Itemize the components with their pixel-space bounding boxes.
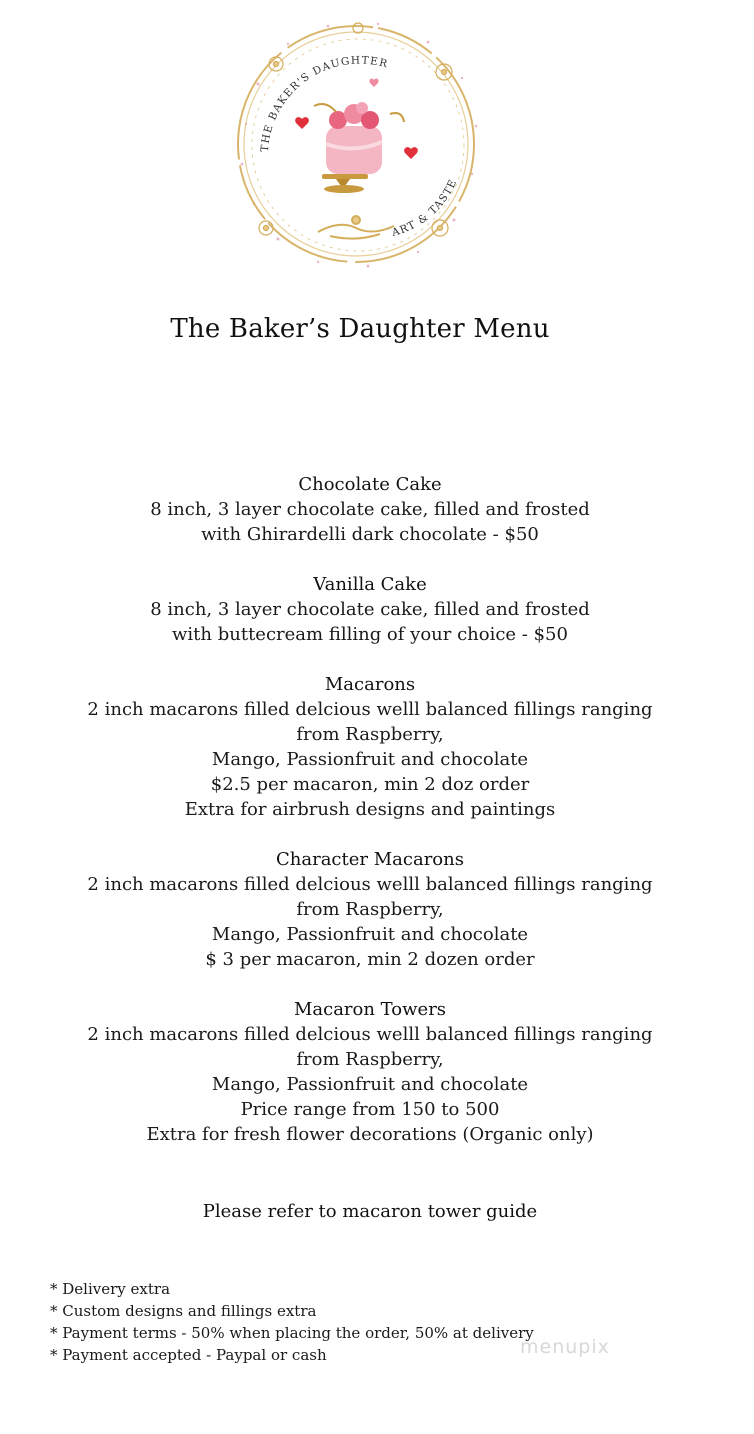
menu-item-description: with Ghirardelli dark chocolate - $50 <box>201 524 539 545</box>
menu-item <box>0 997 740 1147</box>
menu-item-description: with buttecream filling of your choice - $50 <box>172 624 568 645</box>
menu-item-description: Extra for airbrush designs and paintings <box>184 799 556 820</box>
menu-item-description: 8 inch, 3 layer chocolate cake, filled and frosted <box>150 599 590 620</box>
menu-list <box>0 472 740 1172</box>
menu-item-description: Mango, Passionfruit and chocolate <box>211 1074 529 1095</box>
macaron-tower-guide-note: Please refer to macaron tower guide <box>202 1201 538 1222</box>
footnote-delivery: * Delivery extra <box>50 1280 171 1298</box>
menu-item-description: Extra for fresh flower decorations (Organic only) <box>146 1124 594 1145</box>
menu-item-description: 8 inch, 3 layer chocolate cake, filled and frosted <box>150 499 590 520</box>
menu-item <box>0 847 740 972</box>
menu-item-name: Macarons <box>324 674 416 695</box>
menu-item-price: $2.5 per macaron, min 2 doz order <box>210 774 530 795</box>
menu-item-description: from Raspberry, <box>296 899 444 920</box>
menu-item <box>0 472 740 547</box>
footnote-payment-accepted: * Payment accepted - Paypal or cash <box>50 1346 327 1364</box>
menu-item-name: Vanilla Cake <box>313 574 427 595</box>
footnote-payment-terms: * Payment terms - 50% when placing the order, 50% at delivery <box>50 1324 534 1342</box>
footnote-custom-designs: * Custom designs and fillings extra <box>50 1302 317 1320</box>
logo-tagline: ART & TASTE <box>390 177 460 239</box>
menu-item-description: Mango, Passionfruit and chocolate <box>211 749 529 770</box>
footnotes <box>50 1278 534 1366</box>
menu-item-name: Character Macarons <box>276 849 464 870</box>
menu-item <box>0 572 740 647</box>
menu-item-description: from Raspberry, <box>296 724 444 745</box>
logo-brand-text: THE BAKER'S DAUGHTER <box>258 54 390 153</box>
menu-item-description: 2 inch macarons filled delcious welll balanced fillings ranging <box>87 1024 653 1045</box>
menu-item-description: 2 inch macarons filled delcious welll balanced fillings ranging <box>87 874 653 895</box>
watermark: menupix <box>520 1336 610 1358</box>
logo-wreath-graphic <box>218 14 494 274</box>
menu-item-name: Chocolate Cake <box>298 474 442 495</box>
cake-icon <box>314 102 404 193</box>
menu-item-price: Price range from 150 to 500 <box>240 1099 500 1120</box>
menu-item-price: $ 3 per macaron, min 2 dozen order <box>205 949 535 970</box>
brand-logo <box>218 14 494 274</box>
page-title: The Baker’s Daughter Menu <box>170 314 550 344</box>
menu-item-name: Macaron Towers <box>293 999 447 1020</box>
scroll-flourish-icon <box>318 216 394 239</box>
menu-item-description: Mango, Passionfruit and chocolate <box>211 924 529 945</box>
menu-item-description: 2 inch macarons filled delcious welll balanced fillings ranging <box>87 699 653 720</box>
menu-item <box>0 672 740 822</box>
menu-item-description: from Raspberry, <box>296 1049 444 1070</box>
